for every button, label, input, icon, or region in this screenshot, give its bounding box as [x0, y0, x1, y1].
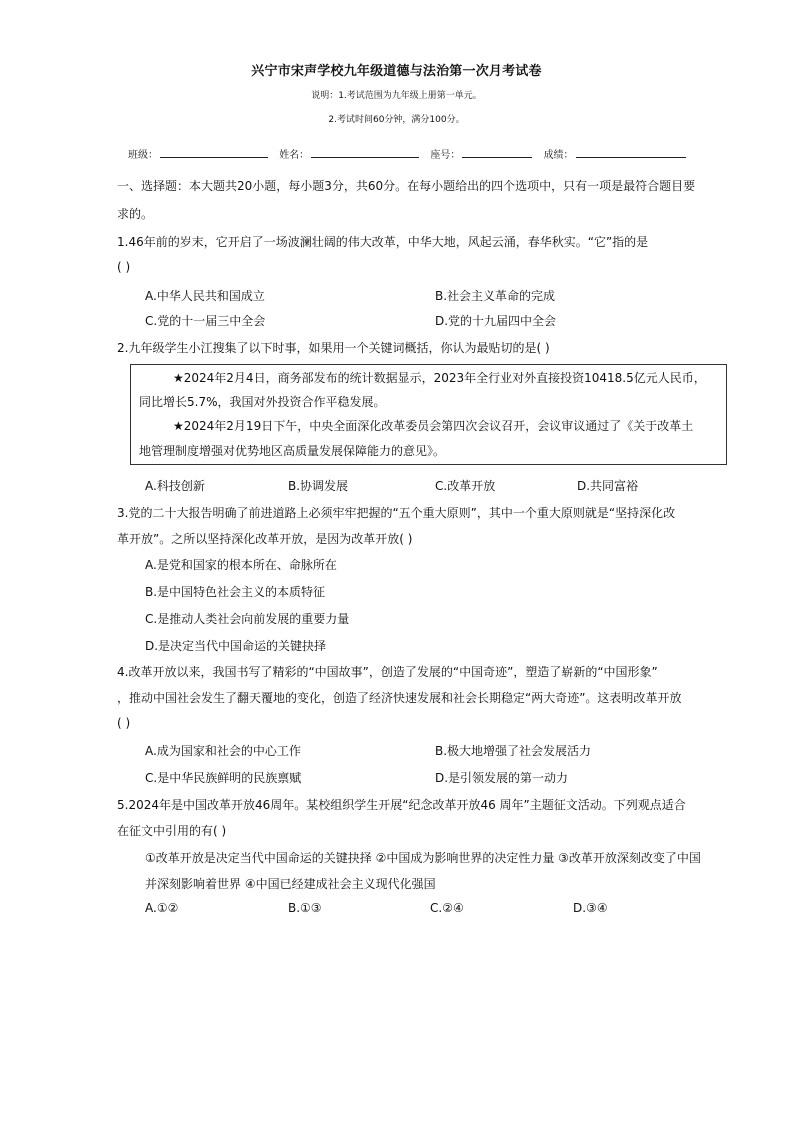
student-info-fields [128, 146, 694, 161]
q2-box-line2: 同比增长5.7%，我国对外投资合作平稳发展。 [139, 395, 386, 409]
q3-option-c[interactable]: C.是推动人类社会向前发展的重要力量 [145, 612, 350, 626]
q1-stem-line1: 1.46年前的岁末，它开启了一场波澜壮阔的伟大改革，中华大地，风起云涌，春华秋实。“它”指的是 [117, 235, 649, 249]
q4-option-a[interactable]: A.成为国家和社会的中心工作 [145, 744, 301, 758]
q1-option-d[interactable]: D.党的十九届四中全会 [435, 314, 557, 328]
q3-option-d[interactable]: D.是决定当代中国命运的关键抉择 [145, 639, 327, 653]
q5-statements-line1: ①改革开放是决定当代中国命运的关键抉择 ②中国成为影响世界的决定性力量 ③改革开放深刻改变了中国 [145, 851, 701, 865]
q2-box-line4: 地管理制度增强对优势地区高质量发展保障能力的意见》。 [139, 444, 446, 458]
instruction-note-1: 说明：1.考试范围为九年级上册第一单元。 [311, 91, 482, 101]
q1-stem-line2: ( ) [117, 260, 131, 274]
seat-blank[interactable] [462, 147, 532, 158]
section-heading-line1: 一、选择题：本大题共20小题，每小题3分，共60分。在每小题给出的四个选项中，只有一项是最符合题目要 [117, 179, 696, 193]
section-heading-line2: 求的。 [117, 207, 154, 221]
class-blank[interactable] [160, 147, 268, 158]
q2-option-d[interactable]: D.共同富裕 [577, 479, 639, 493]
q5-statements-line2: 并深刻影响着世界 ④中国已经建成社会主义现代化强国 [145, 877, 436, 891]
q4-option-b[interactable]: B.极大地增强了社会发展活力 [435, 744, 592, 758]
name-blank[interactable] [311, 147, 419, 158]
q1-option-b[interactable]: B.社会主义革命的完成 [435, 289, 556, 303]
q4-option-c[interactable]: C.是中华民族鲜明的民族禀赋 [145, 771, 302, 785]
instruction-note-2: 2.考试时间60分钟，满分100分。 [328, 115, 465, 125]
q5-stem-line1: 5.2024年是中国改革开放46周年。某校组织学生开展“纪念改革开放46 周年”主题征文活动。下列观点适合 [117, 798, 686, 812]
q3-option-a[interactable]: A.是党和国家的根本所在、命脉所在 [145, 558, 337, 572]
q5-option-c[interactable]: C.②④ [430, 901, 464, 915]
q3-stem-line1: 3.党的二十大报告明确了前进道路上必须牢牢把握的“五个重大原则”，其中一个重大原则就是“坚持深化改 [117, 506, 676, 520]
q5-option-b[interactable]: B.①③ [288, 901, 322, 915]
q2-option-c[interactable]: C.改革开放 [435, 479, 496, 493]
class-label: 班级： [128, 150, 158, 161]
q1-option-c[interactable]: C.党的十一届三中全会 [145, 314, 266, 328]
q5-option-d[interactable]: D.③④ [573, 901, 608, 915]
q5-option-a[interactable]: A.①② [145, 901, 179, 915]
q2-option-a[interactable]: A.科技创新 [145, 479, 205, 493]
q3-stem-line2: 革开放”。之所以坚持深化改革开放，是因为改革开放( ) [117, 532, 413, 546]
q3-option-b[interactable]: B.是中国特色社会主义的本质特征 [145, 585, 326, 599]
q4-stem-line3: ( ) [117, 716, 131, 730]
score-label: 成绩： [543, 150, 574, 161]
seat-label: 座号： [430, 150, 461, 161]
q1-option-a[interactable]: A.中华人民共和国成立 [145, 289, 265, 303]
score-blank[interactable] [576, 147, 686, 158]
q2-box-line3: ★2024年2月19日下午，中央全面深化改革委员会第四次会议召开，会议审议通过了《关于改革土 [173, 419, 694, 433]
name-label: 姓名： [279, 150, 310, 161]
q2-option-b[interactable]: B.协调发展 [288, 479, 349, 493]
q4-stem-line2: ，推动中国社会发生了翻天覆地的变化，创造了经济快速发展和社会长期稳定“两大奇迹”。这表明改革开放 [117, 691, 682, 705]
q2-box-line1: ★2024年2月4日，商务部发布的统计数据显示，2023年全行业对外直接投资10418.5亿元人民币， [173, 371, 706, 385]
q4-option-d[interactable]: D.是引领发展的第一动力 [435, 771, 569, 785]
q5-stem-line2: 在征文中引用的有( ) [117, 824, 227, 838]
page-title: 兴宁市宋声学校九年级道德与法治第一次月考试卷 [251, 64, 542, 79]
q2-news-box [130, 364, 727, 465]
q4-stem-line1: 4.改革开放以来，我国书写了精彩的“中国故事”，创造了发展的“中国奇迹”，塑造了崭新的“中国形象” [117, 665, 658, 679]
q2-stem: 2.九年级学生小江搜集了以下时事，如果用一个关键词概括，你认为最贴切的是( ) [117, 341, 550, 355]
